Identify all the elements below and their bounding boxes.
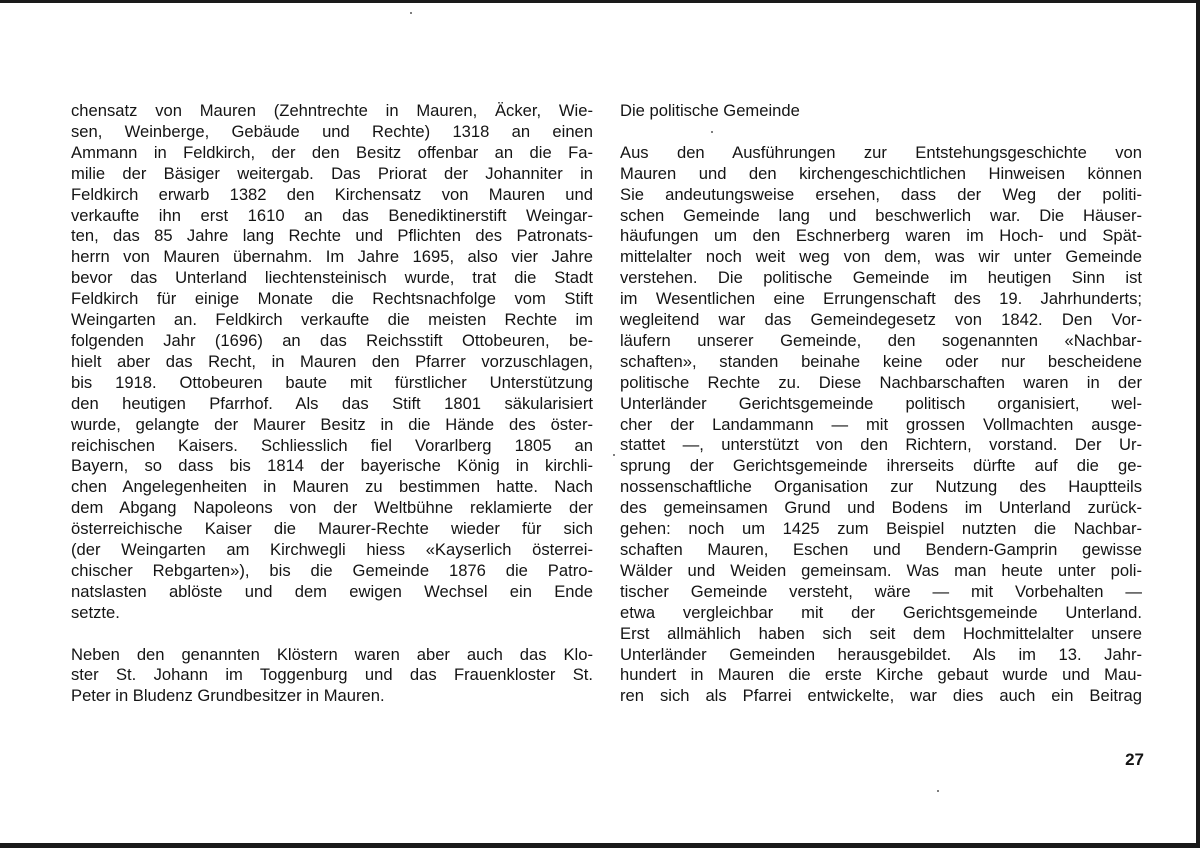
text-line: ten, das 85 Jahre lang Rechte und Pflichten des Patronats-	[71, 226, 593, 246]
text-line: Unterländer Gerichtsgemeinde politisch organisiert, wel-	[620, 393, 1142, 413]
text-line: gehen: noch um 1425 zum Beispiel nutzten die Nachbar-	[620, 519, 1142, 539]
text-line: Mauren und den kirchengeschichtlichen Hinweisen können	[620, 163, 1142, 183]
text-line: nossenschaftliche Organisation zur Nutzung des Hauptteils	[620, 477, 1142, 497]
text-line: Bayern, so dass bis 1814 der bayerische König in kirchli-	[71, 456, 593, 476]
text-line: (der Weingarten am Kirchwegli hiess «Kayserlich österrei-	[71, 540, 593, 560]
text-line: des gemeinsamen Grund und Bodens im Unterland zurück-	[620, 498, 1142, 518]
text-line: läufern unserer Gemeinde, den sogenannten «Nachbar-	[620, 330, 1142, 350]
text-line: setzte.	[71, 602, 120, 622]
text-line: dem Abgang Napoleons von der Weltbühne reklamierte der	[71, 498, 593, 518]
text-line: hundert in Mauren die erste Kirche gebaut wurde und Mau-	[620, 665, 1142, 685]
text-line: im Wesentlichen eine Errungenschaft des 19. Jahrhunderts;	[620, 289, 1142, 309]
text-line: verkaufte ihn erst 1610 an das Benediktinerstift Weingar-	[71, 205, 593, 225]
section-heading: Die politische Gemeinde	[620, 101, 800, 120]
text-line: natslasten ablöste und dem ewigen Wechsel ein Ende	[71, 581, 593, 601]
text-line: stattet —, unterstützt von den Richtern, vorstand. Der Ur-	[620, 435, 1142, 455]
text-line: hielt aber das Recht, in Mauren den Pfarrer vorzuschlagen,	[71, 351, 593, 371]
text-line: sen, Weinberge, Gebäude und Rechte) 1318 an einen	[71, 121, 593, 141]
text-line: chen Angelegenheiten in Mauren zu bestimmen hatte. Nach	[71, 477, 593, 497]
left-paragraph-1	[71, 101, 593, 624]
text-line: österreichische Kaiser die Maurer-Rechte wieder für sich	[71, 519, 593, 539]
text-line: Peter in Bludenz Grundbesitzer in Mauren.	[71, 686, 385, 706]
text-line: Sie andeutungsweise ersehen, dass der Weg der politi-	[620, 184, 1142, 204]
text-line: den heutigen Pfarrhof. Als das Stift 1801 säkularisiert	[71, 393, 593, 413]
right-paragraph	[620, 143, 1142, 707]
text-line: ster St. Johann im Toggenburg und das Frauenkloster St.	[71, 665, 593, 685]
text-line: Weingarten an. Feldkirch verkaufte die meisten Rechte im	[71, 310, 593, 330]
text-line: Aus den Ausführungen zur Entstehungsgeschichte von	[620, 142, 1142, 162]
text-line: bis 1918. Ottobeuren baute mit fürstlicher Unterstützung	[71, 372, 593, 392]
text-line: politische Rechte zu. Diese Nachbarschaften waren in der	[620, 372, 1142, 392]
text-line: schen Gemeinde lang und beschwerlich war. Die Häuser-	[620, 205, 1142, 225]
text-line: Unterländer Gemeinden herausgebildet. Als im 13. Jahr-	[620, 644, 1142, 664]
text-line: etwa vergleichbar mit der Gerichtsgemeinde Unterland.	[620, 602, 1142, 622]
text-line: milie der Bäsiger weitergab. Das Priorat der Johanniter in	[71, 163, 593, 183]
page-number: 27	[1125, 750, 1144, 769]
text-line: verstehen. Die politische Gemeinde im heutigen Sinn ist	[620, 268, 1142, 288]
text-line: folgenden Jahr (1696) an das Reichsstift Ottobeuren, be-	[71, 330, 593, 350]
paragraph-gap	[620, 122, 1142, 143]
scan-speck	[410, 12, 412, 14]
text-line: Ammann in Feldkirch, der den Besitz offenbar an die Fa-	[71, 142, 593, 162]
text-line: herrn von Mauren übernahm. Im Jahre 1695, also vier Jahre	[71, 247, 593, 267]
text-line: ren sich als Pfarrei entwickelte, war dies auch ein Beitrag	[620, 686, 1142, 706]
right-column	[620, 101, 1142, 707]
text-line: Wälder und Weiden gemeinsam. Was man heute unter poli-	[620, 560, 1142, 580]
left-paragraph-2	[71, 645, 593, 708]
scan-border-bottom	[0, 843, 1200, 848]
text-line: reichischen Kaisers. Schliesslich fiel Vorarlberg 1805 an	[71, 435, 593, 455]
text-line: Feldkirch erwarb 1382 den Kirchensatz von Mauren und	[71, 184, 593, 204]
text-line: wegleitend war das Gemeindegesetz von 1842. Den Vor-	[620, 310, 1142, 330]
scan-speck	[937, 790, 939, 792]
text-line: cher der Landammann — mit grossen Vollmachten ausge-	[620, 414, 1142, 434]
text-line: schaften Mauren, Eschen und Bendern-Gamprin gewisse	[620, 540, 1142, 560]
text-line: chensatz von Mauren (Zehntrechte in Mauren, Äcker, Wie-	[71, 101, 593, 120]
text-line: Neben den genannten Klöstern waren aber auch das Klo-	[71, 644, 593, 664]
scan-border-right	[1196, 0, 1200, 848]
text-line: chischer Rebgarten»), bis die Gemeinde 1876 die Patro-	[71, 560, 593, 580]
text-line: wurde, gelangte der Maurer Besitz in die Hände des öster-	[71, 414, 593, 434]
text-line: sprung der Gerichtsgemeinde ihrerseits dürfte auf die ge-	[620, 456, 1142, 476]
text-line: tischer Gemeinde versteht, wäre — mit Vorbehalten —	[620, 581, 1142, 601]
scan-border-top	[0, 0, 1200, 3]
text-line: häufungen um den Eschnerberg waren im Hoch- und Spät-	[620, 226, 1142, 246]
text-line: Feldkirch für einige Monate die Rechtsnachfolge vom Stift	[71, 289, 593, 309]
text-line: mittelalter noch weit weg von dem, was wir unter Gemeinde	[620, 247, 1142, 267]
paragraph-gap	[71, 624, 593, 645]
text-line: schaften», standen beinahe keine oder nur bescheidene	[620, 351, 1142, 371]
text-line: bevor das Unterland liechtensteinisch wurde, trat die Stadt	[71, 268, 593, 288]
text-line: Erst allmählich haben sich seit dem Hochmittelalter unsere	[620, 623, 1142, 643]
left-column	[71, 101, 593, 707]
scan-speck	[613, 454, 615, 456]
